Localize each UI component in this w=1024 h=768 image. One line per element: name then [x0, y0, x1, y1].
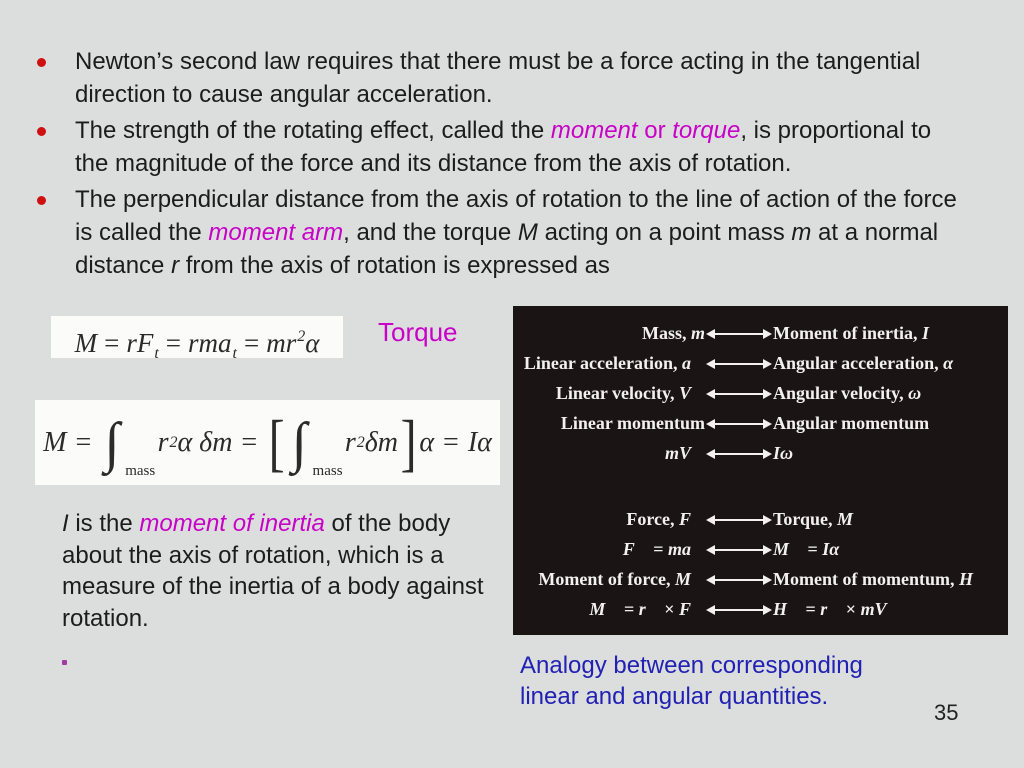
- equals-sign: =: [165, 328, 181, 358]
- text-segment: r⃗: [638, 599, 660, 619]
- analogy-row: [513, 383, 1008, 404]
- text-segment: moment: [550, 117, 638, 144]
- equals-sign: =: [75, 426, 92, 458]
- formula-term: rma: [188, 328, 232, 358]
- angular-quantity: [773, 413, 1005, 434]
- analogy-row: [513, 539, 1008, 560]
- text-segment: =: [803, 539, 823, 559]
- angular-quantity: [773, 509, 1005, 530]
- stray-bullet-dot: [62, 660, 67, 665]
- analogy-row: [513, 323, 1008, 344]
- equals-sign: =: [243, 328, 260, 358]
- analogy-caption: Analogy between corresponding linear and angular quantities.: [520, 652, 863, 710]
- text-segment: at a normal distance: [75, 219, 939, 279]
- analogy-row: [513, 443, 1008, 464]
- text-segment: Angular acceleration,: [773, 353, 944, 373]
- torque-label: Torque: [378, 317, 458, 347]
- bullet-text: [75, 114, 967, 180]
- linear-quantity: [513, 509, 705, 530]
- bullet-dot: [37, 196, 46, 205]
- text-segment: r: [171, 252, 180, 279]
- bullet-text: [75, 183, 967, 282]
- angular-quantity: [773, 443, 1005, 464]
- linear-quantity: [513, 599, 705, 620]
- text-segment: F⃗: [622, 539, 649, 559]
- superscript: 2: [169, 433, 178, 451]
- bullet-item: [37, 45, 967, 111]
- text-segment: V⃗: [678, 383, 705, 403]
- angular-quantity: [773, 323, 1005, 344]
- text-segment: Angular velocity,: [773, 383, 909, 403]
- text-segment: The perpendicular distance from the axis of rotation to the line of action of the force is called the: [75, 186, 957, 246]
- formula-term: M: [74, 328, 98, 358]
- text-segment: ma⃗: [667, 539, 705, 559]
- text-segment: Newton’s second law requires that there must be a force acting in the tangential direction to cause angular acceleration.: [75, 48, 921, 108]
- text-segment: ω⃗: [908, 383, 936, 403]
- double-arrow-icon: [714, 609, 764, 611]
- panel-group-gap: [513, 473, 1008, 509]
- bullet-dot: [37, 58, 46, 67]
- text-segment: =: [619, 599, 639, 619]
- text-segment: from the axis of rotation is expressed as: [179, 252, 610, 279]
- text-segment: =: [801, 599, 821, 619]
- text-segment: acting on a point mass: [537, 219, 792, 246]
- text-segment: Force,: [626, 509, 679, 529]
- text-segment: mV⃗: [664, 443, 705, 463]
- text-segment: ×: [841, 599, 861, 619]
- text-segment: Angular momentum: [773, 413, 930, 433]
- text-segment: Moment of inertia,: [773, 323, 922, 343]
- text-segment: , is proportional to the magnitude of the force and its distance from the axis of rotation.: [75, 117, 932, 177]
- analogy-row: [513, 569, 1008, 590]
- text-segment: torque: [672, 117, 741, 144]
- equals-sign: =: [104, 328, 120, 358]
- text-segment: , and the torque: [343, 219, 518, 246]
- analogy-row: [513, 413, 1008, 434]
- text-segment: M⃗: [837, 509, 868, 529]
- text-segment: F⃗: [678, 599, 705, 619]
- moment-of-inertia-formula-box: [35, 400, 500, 485]
- angular-quantity: [773, 599, 1005, 620]
- formula-term: rF: [126, 328, 154, 358]
- integral-over-mass: [104, 411, 156, 479]
- text-segment: I: [921, 323, 929, 343]
- text-segment: =: [648, 539, 668, 559]
- double-arrow-icon: [714, 453, 764, 455]
- bullet-list: [37, 45, 967, 285]
- text-segment: Moment of momentum,: [773, 569, 959, 589]
- double-arrow-icon: [714, 393, 764, 395]
- text-segment: or: [637, 117, 673, 144]
- text-segment: mV⃗: [860, 599, 901, 619]
- bullet-dot: [37, 127, 46, 136]
- text-segment: m: [690, 323, 705, 343]
- double-arrow-icon: [714, 579, 764, 581]
- text-segment: F⃗: [678, 509, 705, 529]
- text-segment: I: [62, 510, 69, 537]
- text-segment: H⃗: [773, 599, 802, 619]
- bullet-item: [37, 114, 967, 180]
- text-segment: The strength of the rotating effect, called the: [75, 117, 551, 144]
- linear-quantity: [513, 569, 705, 590]
- linear-quantity: [513, 323, 705, 344]
- double-arrow-icon: [714, 423, 764, 425]
- page-number: 35: [934, 700, 959, 725]
- text-segment: ×: [659, 599, 679, 619]
- analogy-panel: [513, 306, 1008, 635]
- formula-term: α: [419, 426, 435, 458]
- integral-over-mass: [291, 411, 343, 479]
- superscript: 2: [356, 433, 365, 451]
- text-segment: Iω⃗: [773, 443, 808, 463]
- angular-quantity: [773, 383, 1005, 404]
- text-segment: moment of inertia: [139, 510, 325, 537]
- bullet-item: [37, 183, 967, 282]
- text-segment: M⃗: [674, 569, 705, 589]
- left-bracket: [: [268, 406, 285, 478]
- analogy-row: [513, 599, 1008, 620]
- text-segment: Linear acceleration,: [523, 353, 682, 373]
- double-arrow-icon: [714, 333, 764, 335]
- text-segment: M⃗: [773, 539, 804, 559]
- double-arrow-icon: [714, 363, 764, 365]
- text-segment: M⃗: [589, 599, 620, 619]
- subscript: t: [232, 345, 237, 362]
- text-segment: H⃗: [958, 569, 987, 589]
- bullet-text: [75, 45, 967, 111]
- formula-term: Iα: [467, 426, 492, 458]
- torque-formula-box: [51, 316, 343, 362]
- double-arrow-icon: [714, 549, 764, 551]
- linear-quantity: [513, 443, 705, 464]
- text-segment: Moment of force,: [538, 569, 675, 589]
- text-segment: is the: [68, 510, 140, 537]
- text-segment: a⃗: [681, 353, 705, 373]
- text-segment: moment arm: [208, 219, 344, 246]
- angular-quantity: [773, 353, 1005, 374]
- text-segment: of the body about the axis of rotation, which is a measure of the inertia of a body against rotation.: [62, 510, 484, 632]
- linear-quantity: [513, 413, 705, 434]
- integral-subscript: mass: [312, 462, 343, 479]
- integral-sign: ∫: [104, 411, 120, 474]
- equals-sign: =: [443, 426, 459, 458]
- double-arrow-icon: [714, 519, 764, 521]
- superscript: 2: [297, 328, 306, 345]
- formula-term: r: [157, 426, 169, 458]
- linear-quantity: [513, 539, 705, 560]
- text-segment: m: [791, 219, 812, 246]
- text-segment: M: [517, 219, 538, 246]
- formula-term: r: [344, 426, 356, 458]
- text-segment: α⃗: [943, 353, 968, 373]
- inertia-paragraph: [62, 508, 498, 634]
- integral-sign: ∫: [291, 411, 307, 474]
- angular-quantity: [773, 569, 1005, 590]
- text-segment: Mass,: [641, 323, 691, 343]
- subscript: t: [154, 345, 159, 362]
- formula-term: δm: [364, 426, 399, 458]
- linear-quantity: [513, 353, 705, 374]
- formula-term: M: [43, 426, 67, 458]
- analogy-row: [513, 509, 1008, 530]
- formula-term: α δm: [177, 426, 233, 458]
- analogy-row: [513, 353, 1008, 374]
- text-segment: Torque,: [773, 509, 838, 529]
- integral-subscript: mass: [125, 462, 156, 479]
- text-segment: Linear momentum: [560, 413, 705, 433]
- linear-quantity: [513, 383, 705, 404]
- right-bracket: ]: [400, 406, 417, 478]
- text-segment: Linear velocity,: [555, 383, 679, 403]
- angular-quantity: [773, 539, 1005, 560]
- equals-sign: =: [241, 426, 258, 458]
- formula-term: α: [305, 328, 320, 358]
- formula-term: mr: [266, 328, 297, 358]
- text-segment: Iα⃗: [822, 539, 854, 559]
- text-segment: r⃗: [820, 599, 842, 619]
